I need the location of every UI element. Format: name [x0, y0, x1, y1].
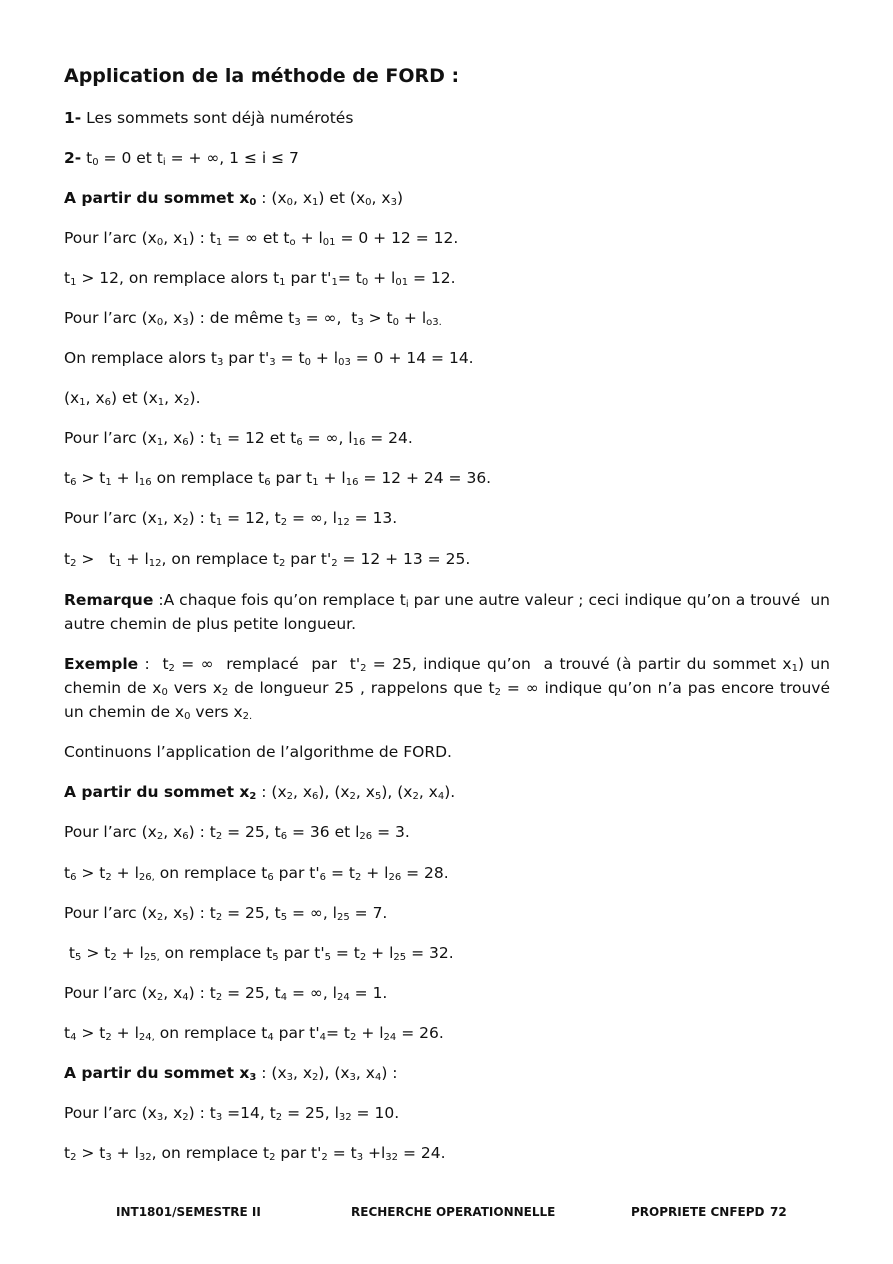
- page-title: Application de la méthode de FORD :: [64, 65, 460, 87]
- text-line: Pour l’arc ($x_3$, $x_2$) : $t_3 =14$, $t_2 = 25$, $l_{32} = 10$.: [64, 1104, 400, 1123]
- step-1-line: 1- Les sommets sont déjà numérotés: [64, 109, 354, 127]
- text-line: Pour l’arc ($x_2$, $x_5$) : $t_2 = 25$, $t_5$ = ∞, $l_{25} = 7$.: [64, 904, 388, 923]
- text-line: Pour l’arc ($x_1$, $x_6$) : $t_1 = 12$ et $t_6$ = ∞, $l_{16} = 24$.: [64, 429, 413, 448]
- section-heading-x2: A partir du sommet $x_2$ : ($x_2$, $x_6$), ($x_2$, $x_5$), ($x_2$, $x_4$).: [64, 783, 456, 802]
- text-line: $t_6 > t_2 + l_{26,}$ on remplace $t_6$ par $t'_6 = t_2 + l_{26} = 28$.: [64, 864, 449, 883]
- text-line: $t_4 > t_2 + l_{24,}$ on remplace $t_4$ par $t'_4= t_2 + l_{24} = 26$.: [64, 1024, 444, 1043]
- footer-course-code: INT1801/SEMESTRE II: [116, 1205, 261, 1219]
- section-heading-x3: A partir du sommet $x_3$ : ($x_3$, $x_2$), ($x_3$, $x_4$) :: [64, 1064, 398, 1083]
- footer-owner: PROPRIETE CNFEPD: [631, 1205, 765, 1219]
- text-line: Pour l’arc ($x_2$, $x_6$) : $t_2 = 25$, $t_6 = 36$ et $l_{26} = 3$.: [64, 823, 410, 842]
- text-line: Pour l’arc ($x_0$, $x_1$) : $t_1$ = ∞ et $t_o + l_{01} = 0 + 12 = 12$.: [64, 229, 459, 248]
- text-line: $t_6 > t_1 + l_{16}$ on remplace $t_6$ par $t_1 + l_{16} = 12 + 24 = 36$.: [64, 469, 492, 488]
- text-line: $t_1 > 12$, on remplace alors $t_1$ par $t'_1= t_0 + l_{01} = 12$.: [64, 269, 456, 288]
- step-2-line: 2- $t_0 = 0$ et $t_i$ = + ∞, 1 ≤ i ≤ 7: [64, 149, 299, 168]
- text-line: Pour l’arc ($x_2$, $x_4$) : $t_2 = 25$, $t_4$ = ∞, $l_{24} = 1$.: [64, 984, 388, 1003]
- remark-paragraph: Remarque :A chaque fois qu’on remplace $t_i$ par une autre valeur ; ceci indique qu’on a trouvé un autre chemin de plus petite longueur.: [64, 591, 830, 633]
- footer-subject: RECHERCHE OPERATIONNELLE: [351, 1205, 556, 1219]
- footer-page-number: 72: [770, 1205, 787, 1219]
- example-paragraph: Exemple : $t_2$ = ∞ remplacé par $t'_2 = 25$, indique qu’on a trouvé (à partir du sommet $x_1$) un chemin de $x_0$ vers $x_2$ de longueur 25 , rappelons que $t_2$ = ∞ indique qu’on n’a pas encore trouvé un chemin de $x_0$ vers $x_{2.}$: [64, 655, 831, 722]
- text-line: $t_2 > t_3 + l_{32}$, on remplace $t_2$ par $t'_2 = t_3 +l_{32} = 24$.: [64, 1144, 446, 1163]
- text-line: $t_5 > t_2 + l_{25,}$ on remplace $t_5$ par $t'_5 = t_2 + l_{25} = 32$.: [64, 944, 454, 963]
- text-line: On remplace alors $t_3$ par $t'_3 = t_0 + l_{03} = 0 + 14 = 14$.: [64, 349, 474, 368]
- section-heading-x0: A partir du sommet $x_0$ : ($x_0$, $x_1$) et ($x_0$, $x_3$): [64, 189, 404, 208]
- text-line: $t_2 > t_1 + l_{12}$, on remplace $t_2$ par $t'_2 = 12 + 13 = 25$.: [64, 550, 471, 569]
- text-line: Pour l’arc ($x_0$, $x_3$) : de même $t_3$ = ∞, $t_3 > t_0 + l_{o3.}$: [64, 309, 442, 328]
- text-line: ($x_1$, $x_6$) et ($x_1$, $x_2$).: [64, 389, 201, 408]
- text-line: Continuons l’application de l’algorithme de FORD.: [64, 743, 452, 761]
- text-line: Pour l’arc ($x_1$, $x_2$) : $t_1 = 12$, $t_2$ = ∞, $l_{12} = 13$.: [64, 509, 398, 528]
